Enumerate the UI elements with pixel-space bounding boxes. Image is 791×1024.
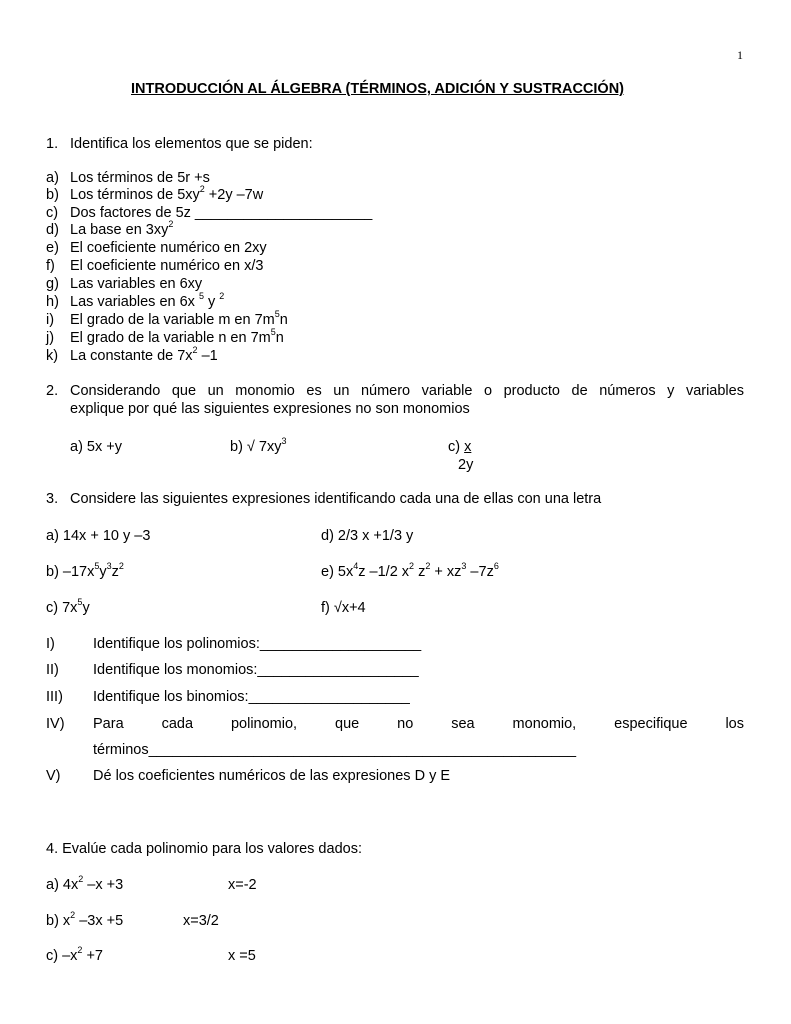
q4-b-expr: b) $x^2$ –3x +5: [46, 910, 124, 929]
q3-task-2-roman: II): [46, 662, 59, 678]
q1-g-text: Las variables en 6xy: [70, 276, 203, 292]
q4-b-value: x=3/2: [183, 913, 219, 929]
q3-task-3-roman: III): [46, 689, 63, 705]
q1-a-text: Los términos de 5r +s: [70, 170, 210, 186]
q3-task-4-line2: términos_____________________________________________________: [93, 742, 577, 758]
q1-d-text: La base en $3xy^2$: [70, 219, 174, 238]
q2-line1: Considerando que un monomio es un número variable o producto de números y variables: [70, 383, 744, 399]
q1-h-letter: h): [46, 294, 59, 310]
q2-c: c) x: [448, 439, 472, 455]
q1-h-text: Las variables en 6x $^5$ y $^2$: [70, 291, 225, 310]
q1-e-letter: e): [46, 240, 59, 256]
q1-i-text: El grado de la variable m en $7m^5n$: [70, 309, 288, 328]
q3-f: f) √x+4: [321, 600, 366, 616]
q1-i-letter: i): [46, 312, 55, 328]
q2-a: a) 5x +y: [70, 439, 122, 455]
q3-e: e) $5x^4z$ –1/2 $x^2$ $z^2 + xz^3$ $-7z^6$: [321, 561, 499, 580]
page-title: INTRODUCCIÓN AL ÁLGEBRA (TÉRMINOS, ADICIÓN Y SUSTRACCIÓN): [131, 81, 625, 97]
q3-task-2-text: Identifique los monomios:____________________: [93, 662, 419, 678]
q1-k-text: La constante de $7x^2$ –1: [70, 345, 218, 364]
q4-a-value: x=-2: [228, 877, 257, 893]
q2-number: 2.: [46, 383, 59, 399]
q3-c: c) $7x^5y$: [46, 597, 90, 616]
q1-c-letter: c): [46, 205, 59, 221]
q1-g-letter: g): [46, 276, 59, 292]
q4-a-expr: a) $4x^2$ –x +3: [46, 874, 124, 893]
page-number: 1: [737, 48, 743, 62]
q4-c-expr: c) $-x^2 +7$: [46, 945, 103, 964]
q3-a: a) 14x + 10 y –3: [46, 528, 151, 544]
q3-b: b) $-17x^5y^3z^2$: [46, 561, 124, 580]
q3-number: 3.: [46, 491, 59, 507]
q1-f-text: El coeficiente numérico en x/3: [70, 258, 264, 274]
q3-prompt: Considere las siguientes expresiones identificando cada una de ellas con una letra: [70, 491, 602, 507]
q3-task-4-line1: Para cada polinomio, que no sea monomio, especifique los: [93, 716, 744, 732]
q1-d-letter: d): [46, 222, 59, 238]
q1-k-letter: k): [46, 348, 59, 364]
q2-c-denominator: 2y: [458, 457, 474, 473]
q3-task-5-roman: V): [46, 768, 61, 784]
q4-c-value: x =5: [228, 948, 256, 964]
q2-b: b) √ $7xy^3$: [230, 436, 287, 455]
q1-f-letter: f): [46, 258, 55, 274]
q1-a-letter: a): [46, 170, 59, 186]
q1-prompt: Identifica los elementos que se piden:: [70, 136, 313, 152]
q1-number: 1.: [46, 136, 59, 152]
q4-prompt: 4. Evalúe cada polinomio para los valores dados:: [46, 841, 362, 857]
q1-b-text: Los términos de $5xy^2 +2y$ –7w: [70, 184, 264, 203]
q1-j-text: El grado de la variable n en $7m^5n$: [70, 327, 284, 346]
q1-j-letter: j): [46, 330, 55, 346]
q1-b-letter: b): [46, 187, 59, 203]
q3-task-3-text: Identifique los binomios:____________________: [93, 689, 410, 705]
q3-task-1-text: Identifique los polinomios:____________________: [93, 636, 422, 652]
q1-c-text: Dos factores de 5z ______________________: [70, 205, 373, 221]
q3-task-1-roman: I): [46, 636, 55, 652]
q2-line2: explique por qué las siguientes expresiones no son monomios: [70, 401, 470, 417]
q3-task-4-roman: IV): [46, 716, 65, 732]
q3-task-5-text: Dé los coeficientes numéricos de las expresiones D y E: [93, 768, 451, 784]
q1-e-text: El coeficiente numérico en 2xy: [70, 240, 267, 256]
q3-d: d) 2/3 x +1/3 y: [321, 528, 414, 544]
